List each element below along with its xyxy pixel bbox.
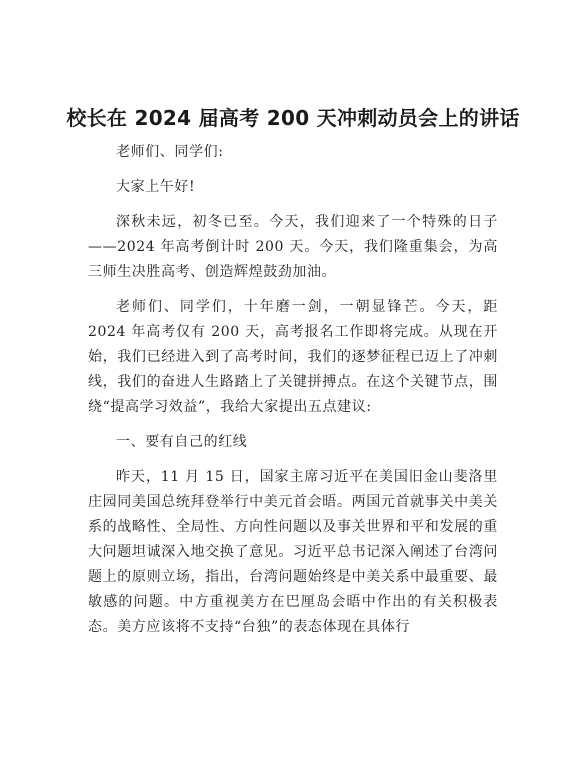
salutation-paragraph: 大家上午好! [116, 179, 196, 195]
document-body [88, 140, 498, 650]
greeting-paragraph: 老师们、同学们: [116, 144, 224, 160]
document-title: 校长在 2024 届高考 200 天冲刺动员会上的讲话 [66, 106, 520, 130]
opening-paragraph: 深秋未远，初冬已至。今天，我们迎来了一个特殊的日子——2024 年高考倒计时 200 天。今天，我们隆重集会，为高三师生决胜高考、创造辉煌鼓劲加油。 [88, 214, 498, 280]
section-heading-1: 一、要有自己的红线 [116, 434, 248, 450]
section-paragraph-1: 昨天，11 月 15 日，国家主席习近平在美国旧金山斐洛里庄园同美国总统拜登举行中美元首会晤。两国元首就事关中美关系的战略性、全局性、方向性问题以及事关世界和平和发展的重大问题坦诚深入地交换了意见。习近平总书记深入阐述了台湾问题上的原则立场，指出，台湾问题始终是中美关系中最重要、最敏感的问题。中方重视美方在巴厘岛会晤中作出的有关积极表态。美方应该将不支持“台独”的表态体现在具体行 [88, 469, 498, 635]
countdown-paragraph: 老师们、同学们，十年磨一剑，一朝显锋芒。今天，距 2024 年高考仅有 200 天，高考报名工作即将完成。从现在开始，我们已经进入到了高考时间，我们的逐梦征程已迈上了冲刺线，我们的奋进人生路踏上了关键拼搏点。在这个关键节点，围绕“提高学习效益”，我给大家提出五点建议: [88, 299, 498, 415]
